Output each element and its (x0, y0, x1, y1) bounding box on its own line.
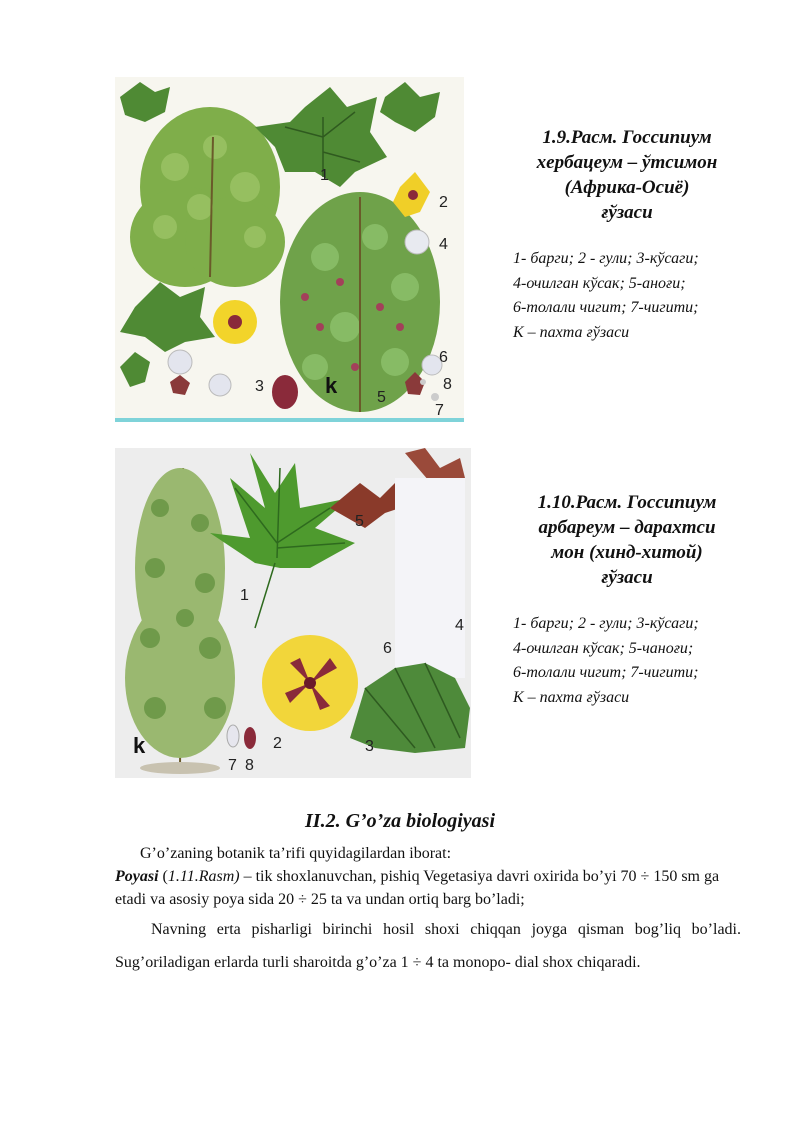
fig1-label-3: 3 (255, 378, 264, 395)
fig1-label-7: 7 (435, 402, 444, 419)
term-poyasi: Poyasi (115, 868, 159, 885)
fig2-label-5: 5 (355, 513, 364, 530)
fig1-label-1: 1 (320, 167, 329, 184)
figure-1-legend: 1- барги; 2 - гули; 3-кўсаги; 4-очилган кўсак; 5-аноғи; 6-толали чигит; 7-чигити; К – пахта ғўзаси (513, 250, 699, 341)
fig1-label-8: 8 (443, 376, 452, 393)
figure-2-legend: 1- барги; 2 - гули; 3-кўсаги; 4-очилган кўсак; 5-чаноғи; 6-толали чигит; 7-чигити; К – пахта ғўзаси (513, 615, 699, 706)
fig2-label-k: k (133, 733, 146, 758)
stem-description: – tik shoxlanuvchan, pishiq Vegetasiya davri oxirida bo’yi 70 ÷ 150 sm ga etadi va asosiy poya sida 20 ÷ 25 ta va undan ortiq barg bo’ladi; (115, 868, 720, 908)
figure-1-title: 1.9.Расм. Госсипиум хербацеум – ўтсимон (Африка-Осиё) ғўзаси (536, 127, 718, 223)
fig2-label-6: 6 (383, 640, 392, 657)
paragraph-branching: Navning erta pisharligi birinchi hosil shoxi chiqqan joyga qisman bog’liq bo’ladi. Sug’oriladigan erlarda turli sharoitda g’o’za 1 ÷ 4 ta monopo- dial shox chiqaradi. (115, 921, 741, 971)
section-heading: II.2. G’o’za biologiyasi (305, 810, 495, 832)
figure-2-image (115, 448, 471, 778)
fig1-label-k: k (325, 373, 338, 398)
fig1-label-4: 4 (439, 236, 448, 253)
fig2-label-2: 2 (273, 735, 282, 752)
figure-1-image (115, 77, 464, 422)
paragraph-stem: Poyasi (1.11.Rasm) – tik shoxlanuvchan, pishiq Vegetasiya davri oxirida bo’yi 70 ÷ 150 sm ga etadi va asosiy poya sida 20 ÷ 25 ta va undan ortiq barg bo’ladi; (115, 868, 720, 908)
figure-2-title: 1.10.Расм. Госсипиум арбареум – дарахтси мон (хинд-хитой) ғўзаси (537, 492, 717, 588)
figure-1-caption (507, 125, 747, 345)
fig2-label-8: 8 (245, 757, 254, 774)
fig1-label-6: 6 (439, 349, 448, 366)
fig2-label-3: 3 (365, 738, 374, 755)
fig2-label-7: 7 (228, 757, 237, 774)
figure-2-caption (507, 490, 757, 710)
fig2-label-4: 4 (455, 617, 464, 634)
fig2-label-1: 1 (240, 587, 249, 604)
figure-reference: 1.11.Rasm) (167, 868, 240, 885)
fig1-label-2: 2 (439, 194, 448, 211)
fig1-label-5: 5 (377, 389, 386, 406)
paragraph-intro: G’o’zaning botanik ta’rifi quyidagilardan iborat: (140, 845, 452, 862)
